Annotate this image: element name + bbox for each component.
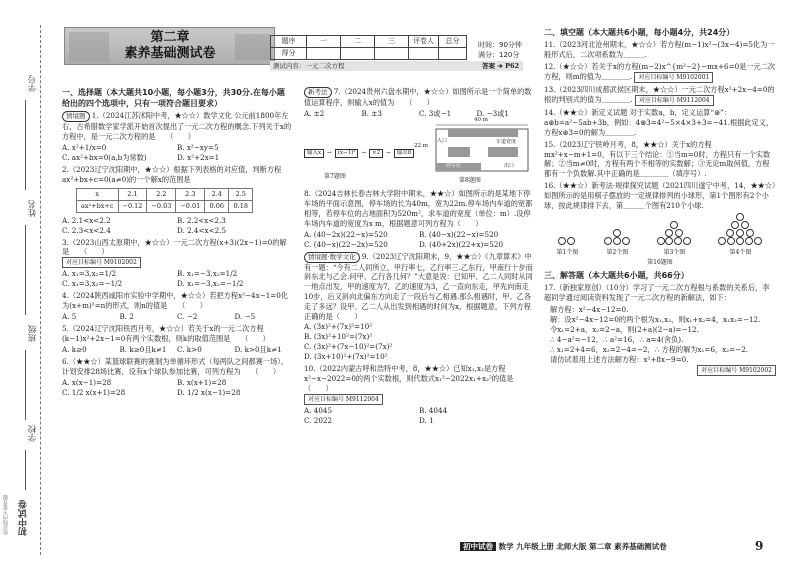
q9-option-c[interactable]: C. (3x)²+(7x−10)²=(7x)² [304, 342, 393, 351]
q10-option-a[interactable]: A. 4045 [304, 405, 333, 415]
q7-tag: 新考法 [304, 87, 332, 98]
question-8 [304, 189, 534, 250]
page-footer [460, 542, 667, 552]
section-1-heading: 一、选择题（本大题共10小题，每小题3分，共30分.在每小题给出的四个选项中，只有一项符合题目要求） [62, 88, 285, 109]
entry-label: 入口 [437, 137, 448, 144]
question-11: 11.（2023河北沧州期末，★☆☆）若方程(m−1)x²−(3x−4)=5化为一般形式后，二次项系数为＿＿＿. [544, 40, 775, 59]
fig7-caption: 第7题图 [324, 172, 346, 180]
q5-options [62, 345, 292, 355]
score-table-header-row [271, 36, 467, 48]
q10-options [304, 406, 534, 426]
question-2 [62, 165, 292, 236]
school-label: 学校 [28, 425, 38, 442]
score-input-cell[interactable] [375, 48, 409, 60]
name-underline [25, 225, 26, 315]
question-6 [62, 357, 292, 398]
test-title: 素养基础测试卷 [124, 46, 216, 61]
student-id-label: 学号 [28, 75, 38, 92]
q8-stem: 8.（2024吉林长春吉林大学附中期末，★★☆）如图所示的是某地下停车场的平面示意图，停车场的长为40m，宽为22m.停车场内车道的宽都相等，若停车位的占地面积为520m²，求车道的宽度（单位：m）.设停车场内车道的宽度为x m，根据题意可列方程为（ ） [304, 188, 533, 228]
time-limit: 时间：90分钟 [478, 41, 522, 49]
score-input-cell[interactable] [409, 48, 439, 60]
cell: 得分 [271, 48, 307, 60]
parking-spot-label: 停车位 [446, 162, 462, 169]
section-3-heading: 三、解答题（本大题共6小题，共66分） [544, 271, 689, 281]
q3-option-a[interactable]: A. x₁=3,x₂=1/2 [62, 269, 117, 279]
cell: 0.06 [205, 200, 229, 212]
flow-square: (x−1)² [335, 149, 359, 159]
chapter-title [124, 30, 216, 62]
q2-option-d[interactable]: D. 2.4<x<2.5 [177, 225, 227, 235]
exit-label: 出口 [504, 162, 515, 169]
q1-option-b[interactable]: B. x²−xy=5 [177, 142, 219, 152]
q5-option-b[interactable]: B. k≥0且k≠1 [119, 344, 167, 354]
question-3 [62, 238, 292, 290]
name-label: 姓名 [28, 200, 38, 217]
column-3 [544, 27, 776, 376]
fig8-caption: 第8题图 [459, 176, 481, 184]
q1-stem: 1.（2024江苏沭阳中考，★☆☆）数学文化 公元前1800年左右，古希腊数学家学派开始首次提出了一元二次方程的概念.下列关于x的方程中，是一元二次方程的是 （ ） [62, 111, 292, 141]
sol-line-6: 请仿试着用上述方法解方程：x²+8x−9=0. [550, 355, 689, 365]
q4-option-a[interactable]: A. 5 [62, 312, 77, 322]
content-scope-bar [270, 61, 523, 71]
flow-times2: ×2 [369, 149, 383, 159]
parking-lot-diagram [428, 121, 532, 177]
q1-option-d[interactable]: D. x²+2x=1 [177, 152, 220, 162]
q7-flowchart: 输入x → (x−1)² → ×2 → 输出8 [304, 149, 414, 159]
question-12 [544, 62, 776, 83]
q13-target-code: 对应目标编号 M9112004 [635, 95, 714, 106]
question-17: 17.（新独家原创）（10分）学习了一元二次方程根与系数的关系后，李超同学通过阅读资料发现了一元二次方程的新解法，如下： [544, 283, 770, 303]
q12-stem: 12.（★☆☆）若关于x的方程(m−2)x^{m²−2}−mx+6=0是一元二次方程，则m的值为＿＿＿＿. [544, 61, 776, 81]
lane-width-label: 车道宽度 [496, 138, 517, 145]
balls-icon [717, 212, 763, 246]
question-10 [304, 364, 534, 426]
q8-option-a[interactable]: A. (40−2x)(22−x)=520 [304, 229, 388, 239]
q9-option-a[interactable]: A. (3x)²+(7x)²=10² [304, 322, 373, 332]
column-2 [304, 87, 534, 428]
balls-icon [656, 220, 692, 246]
cell: 题序 [271, 36, 307, 48]
q16-figures [544, 213, 776, 257]
score-table [270, 35, 467, 60]
q9-option-d[interactable]: D. (3x+10)²+(7x)²=10² [304, 351, 388, 361]
student-id-underline [25, 100, 26, 190]
q16-figure-1 [557, 236, 579, 257]
q5-option-d[interactable]: D. k>0且k≠1 [234, 344, 282, 354]
balls-icon [603, 228, 631, 246]
q8-options [304, 230, 534, 250]
question-1 [62, 111, 292, 163]
flow-output: 输出8 [394, 149, 415, 159]
cell: 2.4 [205, 188, 229, 200]
q4-stem: 4.（2024陕西咸阳市实验中学期中，★☆☆）若把方程x²−4x−1=0化为(x+m)²=n的形式，则n的值是 （ ） [62, 291, 289, 311]
q5-option-a[interactable]: A. k≥0 [62, 344, 87, 354]
question-14: 14.（★★☆）新定义试题 对于实数a，b，定义运算“⊛”：a⊛b=a²−5ab+3b，例如：4⊛3=4²−5×4×3+3=−41.根据此定义，方程x⊛3=0的解为＿＿＿＿. [544, 107, 774, 137]
sol-line-1: 解方程：x²−4x−12=0. [550, 305, 629, 315]
q6-option-a[interactable]: A. x(x−1)=28 [62, 377, 112, 387]
score-table-score-row [271, 48, 467, 60]
q5-option-c[interactable]: C. k>0 [177, 344, 202, 354]
q6-options [62, 378, 292, 398]
answer-ref: 答案 ➔ P62 [482, 62, 519, 70]
q1-option-c[interactable]: C. ax²+bx=0(a,b为常数) [62, 152, 147, 162]
q9-option-b[interactable]: B. (3x)²+10²=(7x)² [304, 332, 373, 342]
q6-option-d[interactable]: D. 1/2 x(x−1)=28 [177, 387, 241, 397]
footer-edition: 北师大版 [556, 542, 587, 551]
q2-option-b[interactable]: B. 2.2<x<2.3 [177, 215, 226, 225]
q3-option-d[interactable]: D. x₁=−3,x₂=−1/2 [177, 279, 244, 289]
figures-7-8 [304, 116, 534, 187]
q10-option-b[interactable]: B. 4044 [419, 405, 448, 415]
q9-tag: 情境题·数学文化 [304, 252, 360, 263]
fig-label: 第2个图 [606, 248, 629, 256]
section-2-heading: 二、填空题（本大题共6小题，每小题4分，共24分） [544, 28, 735, 37]
q4-options [62, 312, 292, 322]
sol-line-2: 解：设x²−4x−12=0的两个根为x₁,x₂，则x₁+x₂=4，x₁x₂=−12. [550, 315, 761, 325]
q10-option-c[interactable]: C. 2022 [304, 415, 333, 425]
sol-line-3: 令x₁=2+a，x₂=2−a，则(2+a)(2−a)=−12. [550, 325, 699, 335]
fig-label: 第1个图 [556, 248, 579, 256]
fig16-caption: 第16题图 [647, 259, 673, 267]
spine-note: 密封线内不要答题 [3, 495, 9, 535]
q3-option-b[interactable]: B. x₁=−3,x₂=1/2 [177, 269, 238, 279]
q6-option-b[interactable]: B. x(x+1)=28 [177, 377, 227, 387]
score-input-cell[interactable] [307, 48, 341, 60]
cell: ax²+bx+c [77, 200, 119, 212]
q8-option-b[interactable]: B. (40−x)(22−x)=520 [419, 229, 499, 239]
q2-option-c[interactable]: C. 2.3<x<2.4 [62, 225, 111, 235]
q13-stem: 13.（2023四川成都武侯区期末，★☆☆）一元二次方程x²+2x−4=0的根的判别式的值为＿＿＿＿. [544, 84, 775, 104]
binding-margin [0, 0, 50, 563]
q2-option-a[interactable]: A. 2.1<x<2.2 [62, 215, 111, 225]
q8-option-c[interactable]: C. (40−x)(22−2x)=520 [304, 239, 388, 249]
cell: 2.5 [229, 188, 253, 200]
q12-target-code: 对应目标编号 M9102001 [634, 72, 713, 83]
sol-line-4: ∴ 4−a²=−12，∴ a²=16，∴ a=4(舍负). [550, 335, 684, 345]
footer-brand: 初中试卷 [460, 542, 496, 551]
q1-option-a[interactable]: A. x²+1/x=0 [62, 142, 107, 152]
fig-label: 第3个图 [663, 248, 686, 256]
cell: 0.18 [229, 200, 253, 212]
question-15: 15.（2023辽宁铁岭月考，8，★★☆）关于x的方程mx²+x−m+1=0，有以下三个结论：①当m=0时，方程只有一个实数解；②当m≠0时，方程有两个不相等的实数解；③无论m取何值，方程都有一个负数解.其中正确的是＿＿＿＿（填序号）. [544, 139, 771, 179]
q4-option-b[interactable]: B. 2 [119, 312, 134, 322]
question-9 [304, 252, 534, 362]
q17-solution [544, 305, 776, 376]
cell: 总分 [439, 36, 467, 48]
q4-option-d[interactable]: D. −5 [234, 312, 256, 322]
footer-subject: 数学 [498, 542, 514, 551]
q7-stem: 7.（2024贵州六盘水期中，★☆☆）如图所示是一个简单的数值运算程序，则输入x的值为 （ ） [304, 87, 532, 107]
lot-width: 22 m [414, 142, 428, 149]
q16-figure-2 [603, 228, 631, 257]
cell: 2.1 [118, 188, 147, 200]
footer-chapter: 第二章 素养基础测试卷 [589, 542, 667, 551]
q5-stem: 5.（2024辽宁沈阳铁西月考，★☆☆）若关于x的一元二次方程(k−1)x²+2x−1=0有两个实数根，则k的取值范围是 （ ） [62, 324, 270, 343]
sol-line-5: ∴ x₁=2+4=6，x₂=2−4=−2，∴ 方程的解为x₁=6，x₂=−2. [550, 345, 749, 355]
q10-stem: 10.（2022内蒙古呼和浩特中考，8，★★☆）已知x₁,x₂是方程x²−x−2022=0的两个实数根，则代数式x₁³−2022x₁+x₂²的值是（ ） [304, 363, 514, 393]
q6-option-c[interactable]: C. 1/2 x(x+1)=28 [62, 387, 126, 397]
content-scope: 测试内容：一元二次方程 [273, 62, 345, 70]
class-label: 班级 [28, 325, 38, 342]
q3-stem: 3.（2023山西太原期中，★☆☆）一元二次方程(x+3)(2x−1)=0的解是 （ ） [62, 237, 287, 257]
cell: −0.12 [118, 200, 147, 212]
question-13 [544, 85, 776, 106]
cell: −0.03 [147, 200, 176, 212]
cell: 三 [375, 36, 409, 48]
cell: x [77, 188, 119, 200]
q3-option-c[interactable]: C. x₁=3,x₂=−1/2 [62, 279, 123, 289]
q16-figure-3 [656, 220, 692, 257]
logo-text: 初中试卷 [19, 500, 29, 536]
q7-option-b[interactable]: B. ±3 [361, 108, 382, 118]
column-1 [62, 87, 292, 400]
page-number: 9 [755, 539, 764, 553]
question-5 [62, 324, 292, 355]
q2-stem: 2.（2023辽宁沈阳期中，★☆☆）根据下列表格的对应值，判断方程ax²+bx+c=0(a≠0)的一个解x的范围是 [62, 164, 282, 184]
q7-option-d[interactable]: D. −3或1 [476, 108, 509, 118]
q10-target-code: 对应目标编号 M9112004 [304, 394, 383, 405]
cell: 2.2 [147, 188, 176, 200]
lot-length: 40 m [474, 116, 488, 123]
q7-option-a[interactable]: A. ±2 [304, 108, 325, 118]
footer-grade: 九年级上册 [516, 542, 554, 551]
q2-options [62, 216, 292, 236]
q1-options [62, 143, 292, 163]
q9-stem: 9.（2023辽宁沈阳期末，9，★★☆）《九章算术》中有一题：“今有二人同所立，甲行率七，乙行率三.乙东行，甲南行十步而斜东北与乙会.问甲、乙行各几何？”大意是说：已知甲、乙二人同时从同一地点出发，甲的速度为7，乙的速度为3，乙一直向东走，甲先向南走10步，后又斜向北偏东方向走了一段后与乙相遇.那么相遇时，甲、乙各走了多远？设甲、乙二人从出发到相遇的时间为x，根据题意，下列方程正确的是（ ） [304, 251, 533, 322]
chapter-number: 第二章 [150, 30, 190, 45]
q17-target-code: 对应目标编号 M9102002 [697, 365, 776, 376]
cell: 2.3 [176, 188, 205, 200]
cell: 一 [307, 36, 341, 48]
q6-stem: 6.（★★☆）某篮球联赛的赛制为单循环形式（每两队之间都赛一场），计划安排28场比赛，设有x个球队参加比赛，可列方程为 （ ） [62, 356, 289, 376]
q3-target-code: 对应目标编号 M9102002 [62, 257, 141, 268]
cell: −0.01 [176, 200, 205, 212]
q4-option-c[interactable]: C. −2 [177, 312, 198, 322]
school-underline [25, 450, 26, 490]
q8-option-d[interactable]: D. (40+2x)(22+x)=520 [419, 239, 504, 249]
score-input-cell[interactable] [341, 48, 375, 60]
q7-options [304, 109, 534, 119]
q7-option-c[interactable]: C. 3或−1 [419, 108, 452, 118]
q16-figure-4 [717, 212, 763, 257]
flow-input: 输入x [304, 149, 324, 159]
exam-meta [478, 40, 522, 60]
balls-icon [557, 236, 577, 246]
cell: 二 [341, 36, 375, 48]
q3-options [62, 269, 292, 289]
binding-cut-line [40, 25, 41, 555]
question-4 [62, 291, 292, 322]
q10-option-d[interactable]: D. 1 [419, 415, 434, 425]
q2-value-table [76, 188, 253, 213]
score-input-cell[interactable] [439, 48, 467, 60]
cell: 评卷人 [409, 36, 439, 48]
question-7 [304, 87, 534, 119]
question-16: 16.（★★☆）新考法·规律探究试题（2021四川遂宁中考，14，★★☆）如图所示的是用棋子摆放的一定规律排列的小球形，第1个图形有2个小球，按此规律排下去，第＿＿＿个图有210个小球. [544, 181, 776, 211]
class-underline [25, 350, 26, 420]
q1-tag: 情境题 [62, 111, 90, 122]
fig-label: 第4个图 [729, 248, 752, 256]
q9-options [304, 322, 534, 362]
full-score: 满分：120分 [478, 51, 520, 59]
